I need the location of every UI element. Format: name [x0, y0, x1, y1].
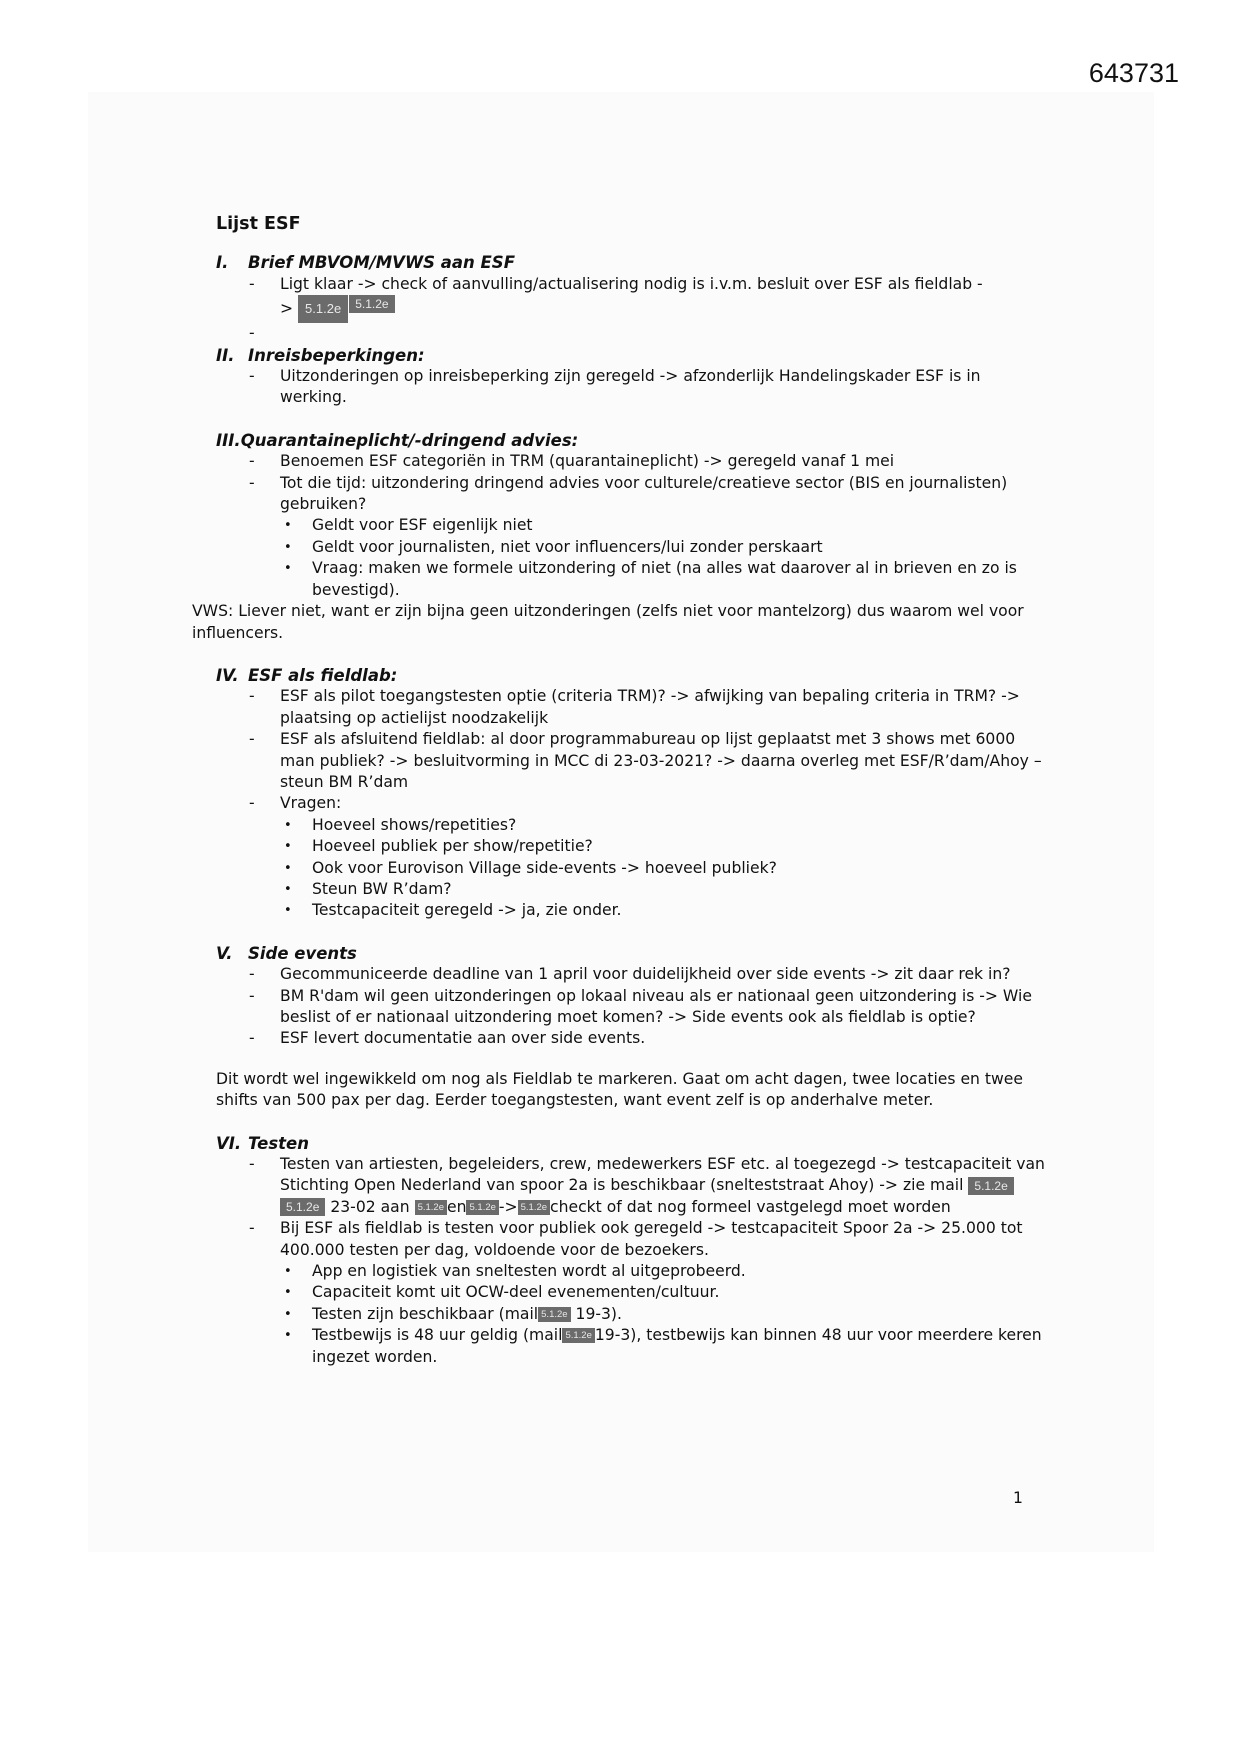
bullet-item: • Testbewijs is 48 uur geldig (mail 5.1.2e 19-3), testbewijs kan binnen 48 uur voor meerdere keren ingezet worden.	[284, 1326, 1042, 1366]
list-item: - ESF als pilot toegangstesten optie (criteria TRM)? -> afwijking van bepaling criteria in TRM? -> plaatsing op actielijst noodzakelijk	[249, 687, 1020, 727]
dash-list	[216, 451, 1052, 515]
section-heading: I. Brief MBVOM/MVWS aan ESF	[216, 253, 515, 273]
list-item: - Vragen:	[249, 794, 342, 813]
section-3	[192, 430, 1052, 644]
list-item: - BM R'dam wil geen uitzonderingen op lokaal niveau als er nationaal geen uitzondering is -> Wie beslist of er nationaal uitzondering moet komen? -> Side events ook als fieldlab is optie?	[249, 986, 1032, 1026]
section-heading: V. Side events	[216, 943, 357, 963]
bullet-list	[216, 815, 1052, 922]
list-item: - ESF levert documentatie aan over side events.	[249, 1029, 646, 1048]
redaction-box: 5.1.2e	[562, 1328, 594, 1343]
dash-list	[216, 366, 1052, 409]
redaction-box: 5.1.2e	[349, 295, 394, 313]
bullet-item: • Vraag: maken we formele uitzondering of niet (na alles wat daarover al in brieven en zo is bevestigd).	[284, 559, 1017, 599]
redaction-box: 5.1.2e	[415, 1200, 447, 1215]
redaction-box: 5.1.2e	[298, 295, 348, 323]
page-number: 1	[1013, 1489, 1023, 1507]
section-2	[216, 345, 1052, 409]
dash-list	[216, 686, 1052, 814]
dash-list	[216, 274, 1052, 345]
section-6	[216, 1133, 1052, 1368]
bullet-item: • Hoeveel shows/repetities?	[284, 815, 517, 834]
bullet-item: • Testcapaciteit geregeld -> ja, zie onder.	[284, 901, 622, 920]
bullet-item: • Hoeveel publiek per show/repetitie?	[284, 837, 593, 856]
note-paragraph: Dit wordt wel ingewikkeld om nog als Fieldlab te markeren. Gaat om acht dagen, twee locaties en twee shifts van 500 pax per dag. Eerder toegangstesten, want event zelf is op anderhalve meter.	[216, 1069, 1023, 1110]
section-1	[216, 252, 1052, 344]
bullet-list	[216, 515, 1052, 601]
bullet-item: • Capaciteit komt uit OCW-deel evenementen/cultuur.	[284, 1283, 720, 1302]
document-body	[192, 214, 1052, 1368]
list-item: - Testen van artiesten, begeleiders, crew, medewerkers ESF etc. al toegezegd -> testcapaciteit van Stichting Open Nederland van spoor 2a is beschikbaar (snelteststraat Ahoy) -> zie mail 5.1.2e 5.1.2e 23-02 aan 5.1.2e en 5.1.2e -> 5.1.2e checkt of dat nog formeel vastgelegd moet worden	[249, 1155, 1045, 1216]
section-heading: VI. Testen	[216, 1133, 309, 1153]
bullet-item: • Geldt voor ESF eigenlijk niet	[284, 516, 533, 535]
section-4	[216, 665, 1052, 922]
list-item: - Tot die tijd: uitzondering dringend advies voor culturele/creatieve sector (BIS en journalisten) gebruiken?	[249, 473, 1008, 514]
bullet-item: • Testen zijn beschikbaar (mail 5.1.2e 19-3).	[284, 1304, 622, 1323]
redaction-box: 5.1.2e	[968, 1177, 1013, 1195]
bullet-item: • Steun BW R’dam?	[284, 879, 452, 898]
dash-list	[216, 964, 1052, 1050]
list-item: -	[249, 324, 255, 343]
redaction-box: 5.1.2e	[538, 1307, 570, 1322]
bullet-item: • Geldt voor journalisten, niet voor influencers/lui zonder perskaart	[284, 537, 823, 556]
document-number: 643731	[1088, 58, 1179, 88]
list-item: - Uitzonderingen op inreisbeperking zijn geregeld -> afzonderlijk Handelingskader ESF is in werking.	[249, 367, 981, 407]
bullet-list	[216, 1261, 1052, 1368]
section-heading: III.Quarantaineplicht/-dringend advies:	[216, 430, 579, 450]
list-item: - ESF als afsluitend fieldlab: al door programmabureau op lijst geplaatst met 3 shows met 6000 man publiek? -> besluitvorming in MCC di 23-03-2021? -> daarna overleg met ESF/R’dam/Ahoy – steun BM R’dam	[249, 730, 1042, 791]
redaction-box: 5.1.2e	[466, 1200, 498, 1215]
list-item: - Benoemen ESF categoriën in TRM (quarantaineplicht) -> geregeld vanaf 1 mei	[249, 452, 895, 471]
bullet-item: • App en logistiek van sneltesten wordt al uitgeprobeerd.	[284, 1262, 746, 1281]
redaction-box: 5.1.2e	[518, 1200, 550, 1215]
list-item: - Ligt klaar -> check of aanvulling/actualisering nodig is i.v.m. besluit over ESF als fieldlab - > 5.1.2e 5.1.2e	[216, 274, 1052, 323]
document-title: Lijst ESF	[216, 214, 301, 234]
section-heading: II. Inreisbeperkingen:	[216, 345, 425, 365]
note-paragraph: VWS: Liever niet, want er zijn bijna geen uitzonderingen (zelfs niet voor mantelzorg) dus waarom wel voor influencers.	[192, 602, 1024, 642]
redaction-box: 5.1.2e	[280, 1198, 325, 1216]
list-item: - Bij ESF als fieldlab is testen voor publiek ook geregeld -> testcapaciteit Spoor 2a -> 25.000 tot 400.000 testen per dag, voldoende voor de bezoekers.	[249, 1219, 1023, 1259]
section-5	[216, 943, 1052, 1112]
bullet-item: • Ook voor Eurovison Village side-events -> hoeveel publiek?	[284, 858, 777, 877]
list-item: - Gecommuniceerde deadline van 1 april voor duidelijkheid over side events -> zit daar rek in?	[249, 965, 1011, 984]
dash-list	[216, 1154, 1052, 1261]
section-heading: IV. ESF als fieldlab:	[216, 665, 398, 685]
